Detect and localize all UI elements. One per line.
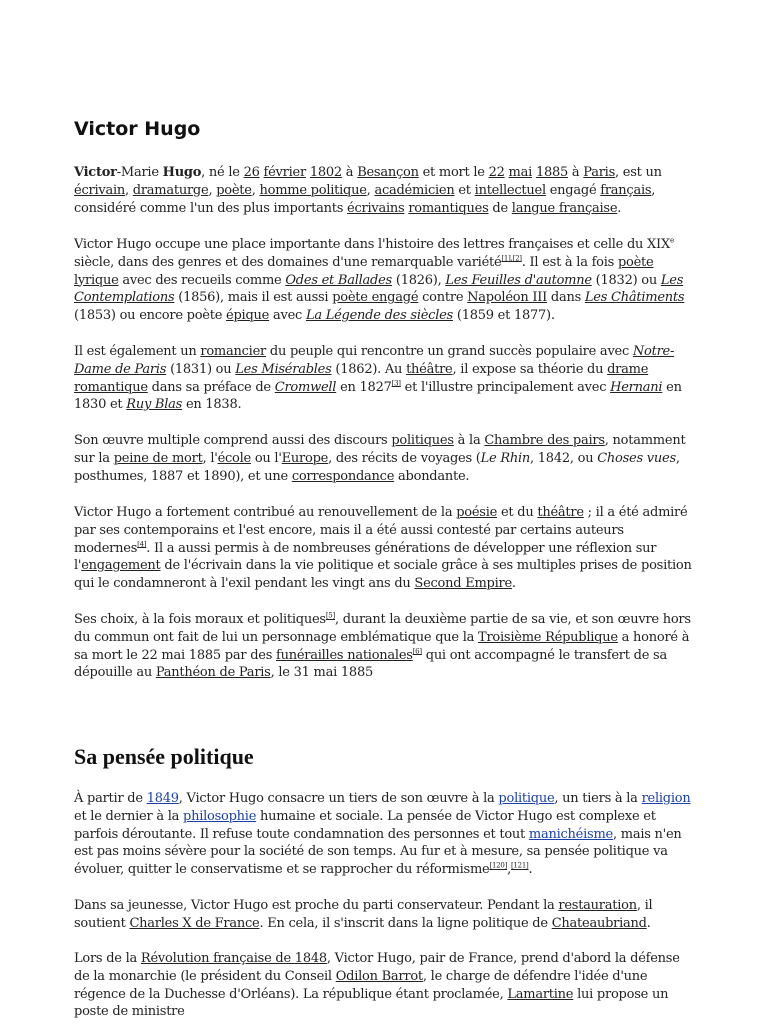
text-run: en 1830 et <box>74 379 682 413</box>
text-run: , des récits de voyages ( <box>328 450 481 466</box>
inline-link[interactable]: poète engagé <box>332 290 419 306</box>
paragraph-intro <box>74 164 696 217</box>
text-run: , l' <box>202 450 218 466</box>
paragraph-legacy <box>74 504 696 593</box>
inline-link[interactable]: Besançon <box>357 165 419 180</box>
paragraph-revolution-1848 <box>74 950 696 1021</box>
text-run: (1826), <box>391 272 446 288</box>
inline-link[interactable]: peine de mort <box>113 450 203 466</box>
text-run: ; il a été admiré par ses contemporains et l'est encore, mais il a été aussi contesté par certains auteurs modernes <box>74 505 688 556</box>
text-run: à <box>341 165 358 180</box>
inline-link[interactable]: Révolution française de 1848 <box>140 951 327 966</box>
text-run: , Victor Hugo consacre un tiers de son œuvre à la <box>178 791 499 806</box>
inline-link[interactable]: académicien <box>374 182 455 198</box>
text-run: a honoré à sa mort le 22 mai 1885 par des <box>74 629 690 663</box>
text-run: , <box>251 182 260 198</box>
inline-link[interactable]: écrivain <box>74 182 125 198</box>
inline-link[interactable]: engagement <box>81 558 161 574</box>
text-run: (1859 et 1877). <box>452 308 555 324</box>
inline-link[interactable]: restauration <box>558 898 637 913</box>
inline-link[interactable]: Troisième République <box>478 629 618 645</box>
text-run: (1862). Au <box>331 361 407 377</box>
inline-link[interactable]: Notre-Dame de Paris <box>74 344 675 377</box>
text-run: et du <box>497 505 538 520</box>
inline-link[interactable]: Ruy Blas <box>126 397 183 413</box>
text-run: , 1842, ou <box>530 450 598 466</box>
text-run: siècle, dans des genres et des domaines d'une remarquable variété <box>74 254 502 270</box>
text-run: et l'illustre principalement avec <box>400 379 611 395</box>
inline-link[interactable]: Second Empire <box>414 576 512 592</box>
inline-link[interactable]: correspondance <box>291 468 395 484</box>
inline-link[interactable]: intellectuel <box>474 182 546 198</box>
inline-link[interactable]: Les Misérables <box>235 361 332 377</box>
text-run: . <box>528 862 533 878</box>
text-run: , est un <box>615 165 662 180</box>
text-run: -Marie <box>116 165 163 180</box>
text-run: , mais n'en est pas moins sévère pour la société de son temps. Au fur et à mesure, sa pensée politique va évoluer, quitter le conservatisme et se rapprocher du réformisme <box>74 826 682 878</box>
text-run: qui ont accompagné le transfert de sa dépouille au <box>74 647 667 681</box>
inline-link[interactable]: Panthéon de Paris <box>155 665 271 681</box>
text-run: (1853) ou encore poète <box>74 308 227 324</box>
page-title: Victor Hugo <box>74 118 201 140</box>
paragraph-novels-theatre <box>74 343 696 414</box>
text-run: humaine et sociale. La pensée de Victor Hugo est complexe et parfois déroutante. Il refuse toute condamnation des personnes et tout <box>74 808 656 842</box>
citation-link[interactable]: [5] <box>325 611 335 620</box>
inline-link[interactable]: Charles X de France <box>129 915 260 931</box>
inline-link[interactable]: Odilon Barrot <box>335 968 423 984</box>
inline-link[interactable]: Europe <box>281 450 329 466</box>
text-run: dans sa préface de <box>147 379 275 395</box>
citation-link[interactable]: [4] <box>137 540 147 549</box>
text-run: Le Rhin <box>480 450 531 466</box>
text-run: du peuple qui rencontre un grand succès populaire avec <box>265 344 633 359</box>
paragraph-politics-intro <box>74 790 696 879</box>
text-run: , le 31 mai 1885 <box>270 665 373 681</box>
inline-link[interactable]: théâtre <box>537 505 584 520</box>
superscript: e <box>669 236 674 245</box>
inline-link[interactable]: langue française <box>511 200 618 216</box>
text-run: , né le <box>201 165 244 180</box>
inline-link[interactable]: manichéisme <box>528 826 613 842</box>
text-run: à <box>568 165 584 180</box>
inline-link[interactable]: Les Contemplations <box>74 272 684 306</box>
inline-link[interactable]: Cromwell <box>274 379 337 395</box>
inline-link[interactable]: Paris <box>583 165 616 180</box>
inline-link[interactable]: Chambre des pairs <box>484 433 605 448</box>
text-run: Victor Hugo a fortement contribué au renouvellement de la <box>74 505 457 520</box>
text-run: à la <box>453 433 485 448</box>
inline-link[interactable]: 22 <box>488 165 505 180</box>
text-run: , Victor Hugo, pair de France, prend d'abord la défense de la monarchie (le président du Conseil <box>74 951 680 984</box>
inline-link[interactable]: poète <box>216 182 252 198</box>
text-run: . <box>617 200 622 216</box>
text-run: abondante. <box>394 468 470 484</box>
text-run: ou l' <box>250 450 282 466</box>
inline-link[interactable]: épique <box>226 308 270 324</box>
citation-link[interactable]: [1],[2] <box>501 254 522 263</box>
text-run: , un tiers à la <box>554 791 642 806</box>
text-run: avec des recueils comme <box>118 272 286 288</box>
inline-link[interactable]: philosophie <box>183 808 257 824</box>
text-run: (1832) ou <box>591 272 661 288</box>
inline-link[interactable]: funérailles nationales <box>276 647 413 663</box>
text-run: avec <box>269 308 306 324</box>
text-run: (1856), mais il est aussi <box>174 290 333 306</box>
inline-link[interactable]: Hernani <box>610 379 663 395</box>
bold-text: Victor <box>74 165 117 180</box>
inline-link[interactable]: homme politique <box>259 182 367 198</box>
text-run: contre <box>418 290 468 306</box>
inline-link[interactable]: février <box>263 165 306 180</box>
text-run: . Il est à la fois <box>521 254 618 270</box>
text-run: , le charge de défendre l'idée d'une régence de la Duchesse d'Orléans). La république étant proclamée, <box>74 968 648 1002</box>
inline-link[interactable]: Les Feuilles d'automne <box>445 272 592 288</box>
inline-link[interactable]: poète lyrique <box>74 254 654 288</box>
citation-link[interactable]: [120] <box>489 861 508 870</box>
bold-text: Hugo <box>162 165 202 180</box>
inline-link[interactable]: dramaturge <box>132 182 209 198</box>
inline-link[interactable]: religion <box>641 791 691 806</box>
text-run: Il est également un <box>74 344 201 359</box>
text-run: Son œuvre multiple comprend aussi des discours <box>74 433 392 448</box>
inline-link[interactable]: politiques <box>391 433 454 448</box>
inline-link[interactable]: théâtre <box>406 361 453 377</box>
text-run: , <box>208 182 217 198</box>
paragraph-funeral <box>74 611 696 682</box>
text-run: , <box>507 862 511 878</box>
inline-link[interactable]: 1885 <box>535 165 569 180</box>
inline-link[interactable]: La Légende des siècles <box>305 308 453 324</box>
text-run: , posthumes, 1887 et 1890), et une <box>74 450 680 484</box>
inline-link[interactable]: Odes et Ballades <box>285 272 392 288</box>
text-run: À partir de <box>74 791 147 806</box>
text-run: Victor Hugo occupe une place importante dans l'histoire des lettres françaises et celle du XIX <box>74 237 670 252</box>
inline-link[interactable]: poésie <box>456 505 498 520</box>
text-run: . <box>511 576 516 592</box>
inline-link[interactable]: romantiques <box>408 200 489 216</box>
inline-link[interactable]: Lamartine <box>507 986 574 1002</box>
paragraph-speeches <box>74 432 696 485</box>
text-run: et <box>454 182 475 198</box>
inline-link[interactable]: Les Châtiments <box>584 290 685 306</box>
citation-link[interactable]: [6] <box>412 647 422 656</box>
text-run: de <box>488 200 512 216</box>
inline-link[interactable]: école <box>217 450 251 466</box>
inline-link[interactable]: 1849 <box>146 791 179 806</box>
text-run: et le dernier à la <box>74 808 184 824</box>
inline-link[interactable]: mai <box>508 165 533 180</box>
text-run: Lors de la <box>74 951 141 966</box>
section-heading-politics: Sa pensée politique <box>74 744 254 769</box>
text-run: . En cela, il s'inscrit dans la ligne politique de <box>259 915 552 931</box>
text-run: , <box>124 182 133 198</box>
text-run: Ses choix, à la fois moraux et politiques <box>74 612 326 627</box>
citation-link[interactable]: [121] <box>510 861 529 870</box>
text-run: . <box>646 915 651 931</box>
paragraph-youth <box>74 897 696 933</box>
text-run: en 1838. <box>182 397 242 413</box>
text-run: et mort le <box>418 165 489 180</box>
text-run: dans <box>547 290 585 306</box>
text-run: (1831) ou <box>166 361 236 377</box>
inline-link[interactable]: Napoléon III <box>467 290 548 306</box>
inline-link[interactable]: 1802 <box>309 165 342 180</box>
text-run: . Il a aussi permis à de nombreuses générations de développer une réflexion sur l' <box>74 540 657 574</box>
text-run: , considéré comme l'un des plus importants <box>74 182 656 216</box>
text-run: Choses vues <box>597 450 676 466</box>
text-run: de l'écrivain dans la vie politique et sociale grâce à ses multiples prises de position qui le condamneront à l'exil pendant les vingt ans du <box>74 558 692 592</box>
inline-link[interactable]: drame romantique <box>74 361 649 395</box>
inline-link[interactable]: politique <box>498 791 555 806</box>
text-run: Dans sa jeunesse, Victor Hugo est proche du parti conservateur. Pendant la <box>74 898 559 913</box>
inline-link[interactable]: romancier <box>200 344 266 359</box>
text-run: , durant la deuxième partie de sa vie, et son œuvre hors du commun ont fait de lui un personnage emblématique que la <box>74 612 691 645</box>
text-run: , <box>366 182 375 198</box>
inline-link[interactable]: français <box>600 182 652 198</box>
inline-link[interactable]: 26 <box>243 165 260 180</box>
inline-link[interactable]: Chateaubriand <box>551 915 647 931</box>
text-run: , il expose sa théorie du <box>452 361 608 377</box>
text-run: lui propose un poste de ministre <box>74 986 669 1020</box>
paragraph-literary-importance <box>74 236 696 325</box>
text-run: , il soutient <box>74 898 653 931</box>
text-run: en 1827 <box>336 379 392 395</box>
inline-link[interactable]: écrivains <box>347 200 405 216</box>
text-run: engagé <box>545 182 601 198</box>
citation-link[interactable]: [3] <box>391 379 401 388</box>
text-run: , notamment sur la <box>74 433 686 466</box>
